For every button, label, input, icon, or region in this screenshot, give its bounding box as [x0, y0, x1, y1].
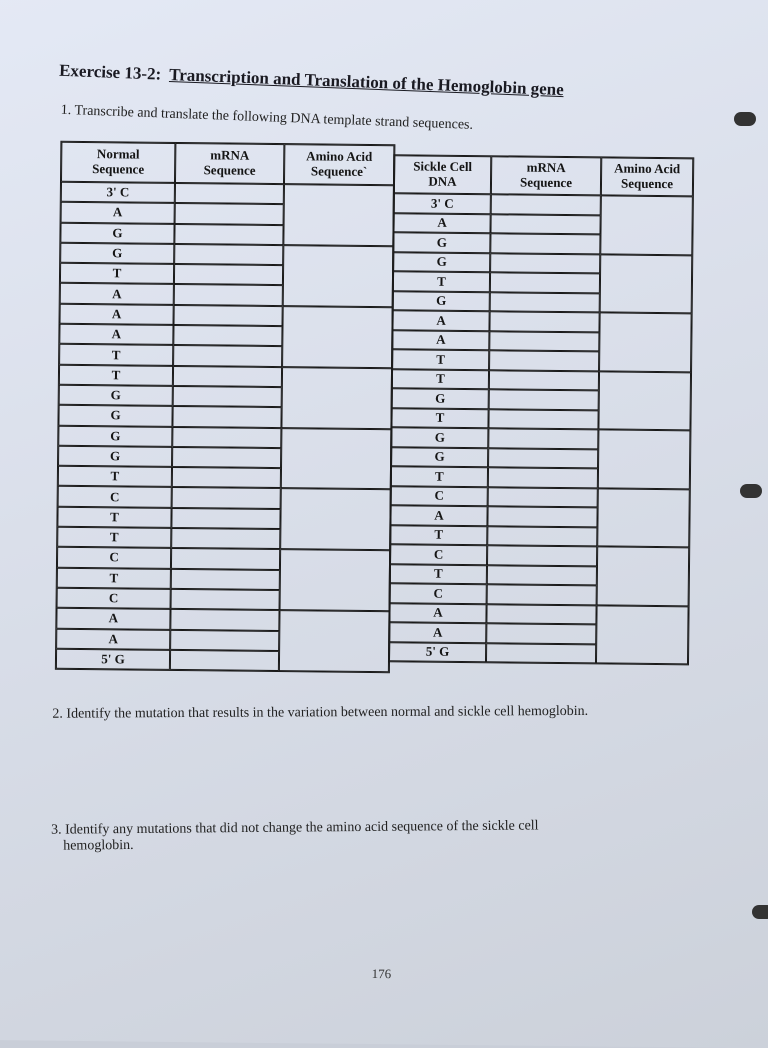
sickle-amino-acid-input[interactable]: [600, 195, 693, 254]
sickle-mrna-input[interactable]: [488, 487, 598, 508]
normal-mrna-input[interactable]: [175, 203, 284, 224]
header-normal: [61, 142, 175, 183]
header-mrna1: [175, 143, 284, 184]
sickle-base: A: [390, 505, 487, 526]
normal-mrna-input[interactable]: [173, 366, 282, 387]
sickle-mrna-input[interactable]: [489, 331, 599, 352]
normal-base: G: [58, 446, 172, 467]
sickle-mrna-input[interactable]: [490, 233, 600, 254]
normal-amino-acid-input[interactable]: [281, 367, 392, 429]
sickle-base: C: [390, 583, 487, 604]
normal-base: A: [56, 628, 170, 649]
sickle-base: T: [391, 466, 488, 487]
normal-base: 3' C: [61, 182, 175, 203]
sickle-base: C: [391, 486, 488, 507]
sickle-base: 5' G: [389, 642, 486, 663]
normal-base: A: [61, 202, 175, 223]
sickle-amino-acid-input[interactable]: [597, 546, 690, 605]
sickle-mrna-input[interactable]: [489, 389, 599, 410]
sickle-base: G: [392, 388, 489, 409]
sickle-base: G: [393, 291, 490, 312]
sickle-amino-acid-input[interactable]: [599, 312, 692, 371]
normal-base: G: [59, 385, 173, 406]
normal-mrna-input[interactable]: [173, 345, 282, 366]
sickle-amino-acid-input[interactable]: [596, 605, 689, 664]
sickle-amino-acid-input[interactable]: [598, 371, 691, 430]
exercise-number: Exercise 13-2:: [58, 60, 162, 84]
sickle-mrna-input[interactable]: [490, 272, 600, 293]
normal-mrna-input[interactable]: [170, 650, 279, 671]
normal-mrna-input[interactable]: [172, 406, 281, 427]
normal-mrna-input[interactable]: [174, 224, 283, 245]
header-mrna2-line: mRNA: [526, 159, 566, 176]
normal-mrna-input[interactable]: [172, 426, 281, 447]
normal-mrna-input[interactable]: [171, 569, 280, 590]
question-3-line1: 3. Identify any mutations that did not change the amino acid sequence of the sickle cell: [50, 818, 539, 838]
normal-base: T: [58, 466, 172, 487]
header-aa2-line: Sequence: [620, 175, 674, 192]
header-aa2-line: Amino Acid: [614, 160, 681, 177]
sickle-mrna-input[interactable]: [489, 311, 599, 332]
sickle-base: 3' C: [394, 193, 491, 214]
header-mrna1-line: mRNA: [210, 147, 250, 163]
sickle-base: T: [393, 271, 490, 292]
normal-mrna-input[interactable]: [173, 325, 282, 346]
header-sickle: [394, 155, 491, 194]
normal-table: [55, 141, 396, 674]
sickle-mrna-input[interactable]: [488, 428, 598, 449]
question-3: [51, 818, 539, 854]
binder-ring: [752, 905, 768, 919]
normal-mrna-input[interactable]: [172, 467, 281, 488]
header-aa1-line: Amino Acid: [306, 148, 373, 165]
normal-base: 5' G: [56, 649, 170, 670]
sickle-base: T: [392, 349, 489, 370]
question-1: 1. Transcribe and translate the following DNA template strand sequences.: [60, 102, 474, 133]
normal-base: A: [60, 283, 174, 304]
normal-mrna-input[interactable]: [174, 264, 283, 285]
sickle-mrna-input[interactable]: [487, 506, 597, 527]
normal-mrna-input[interactable]: [171, 528, 280, 549]
normal-base: A: [60, 304, 174, 325]
sickle-base: A: [389, 622, 486, 643]
exercise-title: [59, 61, 564, 100]
sickle-base: T: [390, 564, 487, 585]
normal-base: A: [56, 608, 170, 629]
sickle-mrna-input[interactable]: [487, 526, 597, 547]
normal-base: C: [58, 486, 172, 507]
normal-base: T: [59, 344, 173, 365]
normal-base: C: [57, 588, 171, 609]
binder-ring: [734, 112, 756, 126]
header-normal-line: Normal: [96, 146, 140, 162]
sickle-mrna-input[interactable]: [489, 370, 599, 391]
normal-amino-acid-input[interactable]: [280, 489, 391, 551]
question-3-line2: hemoglobin.: [63, 837, 134, 854]
header-mrna2: [491, 156, 601, 195]
sickle-base: T: [392, 369, 489, 390]
sickle-mrna-input[interactable]: [487, 584, 597, 605]
sickle-base: A: [389, 603, 486, 624]
normal-base: T: [57, 527, 171, 548]
header-aa2: [601, 157, 693, 196]
sickle-base: C: [390, 544, 487, 565]
normal-mrna-input[interactable]: [171, 589, 280, 610]
sickle-base: G: [393, 232, 490, 253]
sickle-amino-acid-input[interactable]: [597, 488, 690, 547]
normal-mrna-input[interactable]: [174, 284, 283, 305]
normal-mrna-input[interactable]: [170, 609, 279, 630]
sickle-mrna-input[interactable]: [488, 448, 598, 469]
normal-base: T: [57, 567, 171, 588]
header-sickle-line: Sickle Cell: [413, 158, 473, 175]
binder-ring: [740, 484, 762, 498]
normal-mrna-input[interactable]: [175, 183, 284, 204]
normal-base: T: [59, 364, 173, 385]
sickle-mrna-input[interactable]: [486, 604, 596, 625]
header-mrna1-line: Sequence: [203, 162, 256, 178]
normal-amino-acid-input[interactable]: [280, 549, 391, 611]
normal-base: C: [57, 547, 171, 568]
header-sickle-line: DNA: [428, 173, 457, 189]
sickle-mrna-input[interactable]: [488, 467, 598, 488]
sickle-mrna-input[interactable]: [486, 643, 596, 664]
normal-amino-acid-input[interactable]: [279, 610, 390, 672]
normal-base: A: [59, 324, 173, 345]
sickle-mrna-input[interactable]: [490, 292, 600, 313]
sickle-mrna-input[interactable]: [487, 565, 597, 586]
normal-base: G: [58, 405, 172, 426]
normal-mrna-input[interactable]: [172, 447, 281, 468]
question-2: 2. Identify the mutation that results in the variation between normal and sickle cell hemoglobin.: [52, 703, 589, 722]
sickle-base: A: [392, 330, 489, 351]
normal-base: G: [60, 222, 174, 243]
sickle-mrna-input[interactable]: [490, 253, 600, 274]
exercise-topic: Transcription and Translation of the Hemoglobin gene: [168, 64, 565, 100]
header-mrna2-line: Sequence: [519, 174, 573, 191]
sickle-mrna-input[interactable]: [487, 545, 597, 566]
normal-mrna-input[interactable]: [174, 244, 283, 265]
normal-base: G: [58, 425, 172, 446]
normal-amino-acid-input[interactable]: [281, 428, 392, 490]
normal-mrna-input[interactable]: [171, 508, 280, 529]
sickle-base: A: [393, 213, 490, 234]
sickle-base: G: [391, 447, 488, 468]
normal-mrna-input[interactable]: [174, 305, 283, 326]
page-number: 176: [371, 966, 392, 982]
normal-mrna-input[interactable]: [173, 386, 282, 407]
normal-mrna-input[interactable]: [171, 548, 280, 569]
sickle-mrna-input[interactable]: [490, 214, 600, 235]
sickle-amino-acid-input[interactable]: [600, 254, 693, 313]
header-normal-line: Sequence: [92, 161, 145, 177]
normal-amino-acid-input[interactable]: [283, 245, 394, 307]
sickle-base: T: [391, 408, 488, 429]
sickle-base: G: [393, 252, 490, 273]
sickle-table: [388, 154, 694, 665]
normal-amino-acid-input[interactable]: [283, 184, 394, 246]
sickle-base: T: [390, 525, 487, 546]
sickle-amino-acid-input[interactable]: [598, 429, 691, 488]
normal-mrna-input[interactable]: [172, 487, 281, 508]
header-aa1-line: Sequence`: [310, 163, 368, 179]
header-aa1: [284, 144, 394, 185]
normal-base: T: [57, 506, 171, 527]
normal-amino-acid-input[interactable]: [282, 306, 393, 368]
sickle-base: G: [391, 427, 488, 448]
normal-mrna-input[interactable]: [170, 629, 279, 650]
sickle-mrna-input[interactable]: [491, 194, 601, 215]
sickle-mrna-input[interactable]: [488, 409, 598, 430]
sickle-base: A: [392, 310, 489, 331]
sickle-mrna-input[interactable]: [486, 623, 596, 644]
sickle-mrna-input[interactable]: [489, 350, 599, 371]
normal-base: G: [60, 243, 174, 264]
normal-base: T: [60, 263, 174, 284]
